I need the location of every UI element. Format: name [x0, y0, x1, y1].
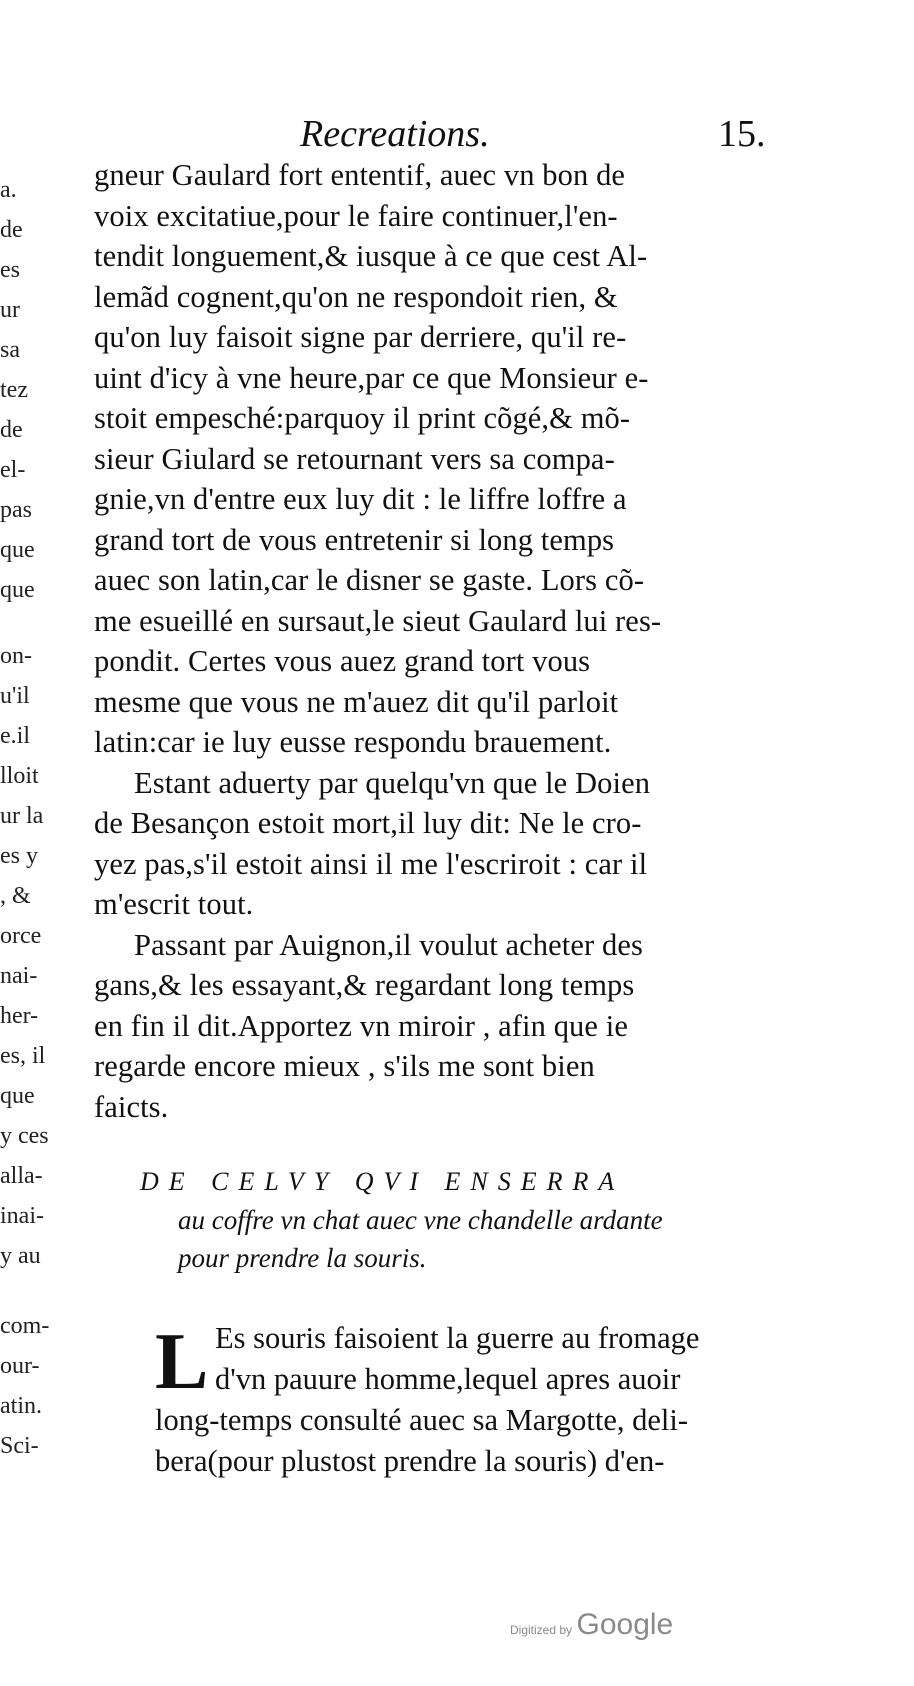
paragraph — [94, 155, 794, 763]
margin-fragment: alla- — [0, 1163, 43, 1189]
text-line: de Besançon estoit mort,il luy dit: Ne le cro- — [94, 806, 642, 840]
text-line: yez pas,s'il estoit ainsi il me l'escriroit : car il — [94, 846, 648, 881]
text-line: Es souris faisoient la guerre au fromage — [215, 1321, 700, 1355]
margin-fragment: com- — [0, 1313, 50, 1339]
text-line: me esueillé en sursaut,le sieut Gaulard lui res- — [94, 603, 662, 638]
text-line: Estant aduerty par quelqu'vn que le Doien — [134, 765, 651, 800]
margin-fragment: es y — [0, 843, 38, 869]
margin-fragment: atin. — [0, 1393, 42, 1419]
margin-fragment: y ces — [0, 1123, 49, 1149]
text-line: qu'on luy faisoit signe par derriere, qu'il re- — [94, 320, 627, 354]
text-line: grand tort de vous entretenir si long temps — [94, 522, 615, 557]
text-line: pondit. Certes vous auez grand tort vous — [94, 644, 591, 678]
margin-fragment: y au — [0, 1243, 41, 1269]
text-line: gneur Gaulard fort ententif, auec vn bon de — [94, 158, 626, 192]
running-title: Recreations. — [300, 113, 490, 155]
text-line: gnie,vn d'entre eux luy dit : le liffre loffre a — [94, 482, 627, 516]
margin-fragment: que — [0, 537, 35, 563]
text-line: d'vn pauure homme,lequel apres auoir — [215, 1362, 681, 1396]
chapter-opening-paragraph — [155, 1318, 815, 1482]
margin-fragment: , & — [0, 883, 31, 909]
text-line: m'escrit tout. — [94, 887, 254, 921]
running-head — [300, 112, 790, 156]
text-line: bera(pour plustost prendre la souris) d'en- — [155, 1444, 665, 1478]
margin-fragment: e.il — [0, 723, 30, 749]
margin-fragment: our- — [0, 1353, 40, 1379]
digitized-by-label: Digitized by — [510, 1623, 573, 1637]
text-line: regarde encore mieux , s'ils me sont bien — [94, 1049, 595, 1083]
margin-fragment: her- — [0, 1003, 39, 1029]
margin-fragment: de — [0, 417, 23, 443]
text-line: long-temps consulté auec sa Margotte, deli- — [155, 1403, 689, 1437]
margin-fragment: Sci- — [0, 1433, 39, 1459]
margin-fragment: que — [0, 577, 35, 603]
text-line: voix excitatiue,pour le faire continuer,l'en- — [94, 198, 618, 233]
google-watermark — [510, 1608, 673, 1642]
margin-fragment: a. — [0, 177, 17, 203]
drop-cap: L — [155, 1318, 209, 1406]
margin-gap — [0, 1276, 44, 1306]
text-line: auec son latin,car le disner se gaste. Lors cõ- — [94, 563, 645, 597]
margin-fragment: on- — [0, 643, 32, 669]
text-line: tendit longuement,& iusque à ce que cest Al- — [94, 239, 648, 273]
text-line: lemãd cognent,qu'on ne respondoit rien, & — [94, 279, 618, 314]
chapter-heading — [140, 1163, 820, 1277]
margin-fragment: ur — [0, 297, 20, 323]
margin-gap — [0, 610, 44, 636]
text-line: gans,& les essayant,& regardant long temps — [94, 968, 635, 1002]
text-line: mesme que vous ne m'auez dit qu'il parloit — [94, 684, 619, 719]
margin-fragment: tez — [0, 377, 28, 403]
text-line: uint d'icy à vne heure,par ce que Monsieur e- — [94, 360, 649, 395]
margin-fragment: es, il — [0, 1043, 46, 1069]
margin-fragment: es — [0, 257, 20, 283]
margin-fragment: que — [0, 1083, 35, 1109]
text-line: en fin il dit.Apportez vn miroir , afin que ie — [94, 1008, 628, 1043]
text-line: faicts. — [94, 1089, 169, 1124]
margin-fragment: nai- — [0, 963, 38, 989]
facing-page-margin — [0, 170, 50, 1466]
margin-fragment: inai- — [0, 1203, 44, 1229]
margin-fragment: u'il — [0, 683, 30, 709]
paragraph — [94, 763, 794, 925]
text-line: sieur Giulard se retournant vers sa compa- — [94, 441, 615, 476]
margin-fragment: orce — [0, 923, 42, 949]
google-logo-text: Google — [576, 1608, 674, 1641]
margin-fragment: lloit — [0, 763, 39, 789]
chapter-heading-line: pour prendre la souris. — [178, 1243, 427, 1273]
main-text — [94, 155, 794, 1127]
margin-fragment: el- — [0, 457, 26, 483]
text-line: stoit empesché:parquoy il print cõgé,& mõ- — [94, 401, 631, 435]
margin-fragment: pas — [0, 497, 32, 523]
page-number: 15. — [718, 113, 766, 155]
paragraph — [94, 925, 794, 1128]
text-line: latin:car ie luy eusse respondu brauement. — [94, 725, 612, 759]
text-line: Passant par Auignon,il voulut acheter des — [134, 927, 643, 962]
margin-fragment: de — [0, 217, 23, 243]
chapter-heading-line: au coffre vn chat auec vne chandelle ardante — [178, 1205, 663, 1235]
margin-fragment: ur la — [0, 803, 44, 829]
chapter-heading-caps: DE CELVY QVI ENSERRA — [140, 1167, 625, 1196]
margin-fragment: sa — [0, 337, 20, 363]
